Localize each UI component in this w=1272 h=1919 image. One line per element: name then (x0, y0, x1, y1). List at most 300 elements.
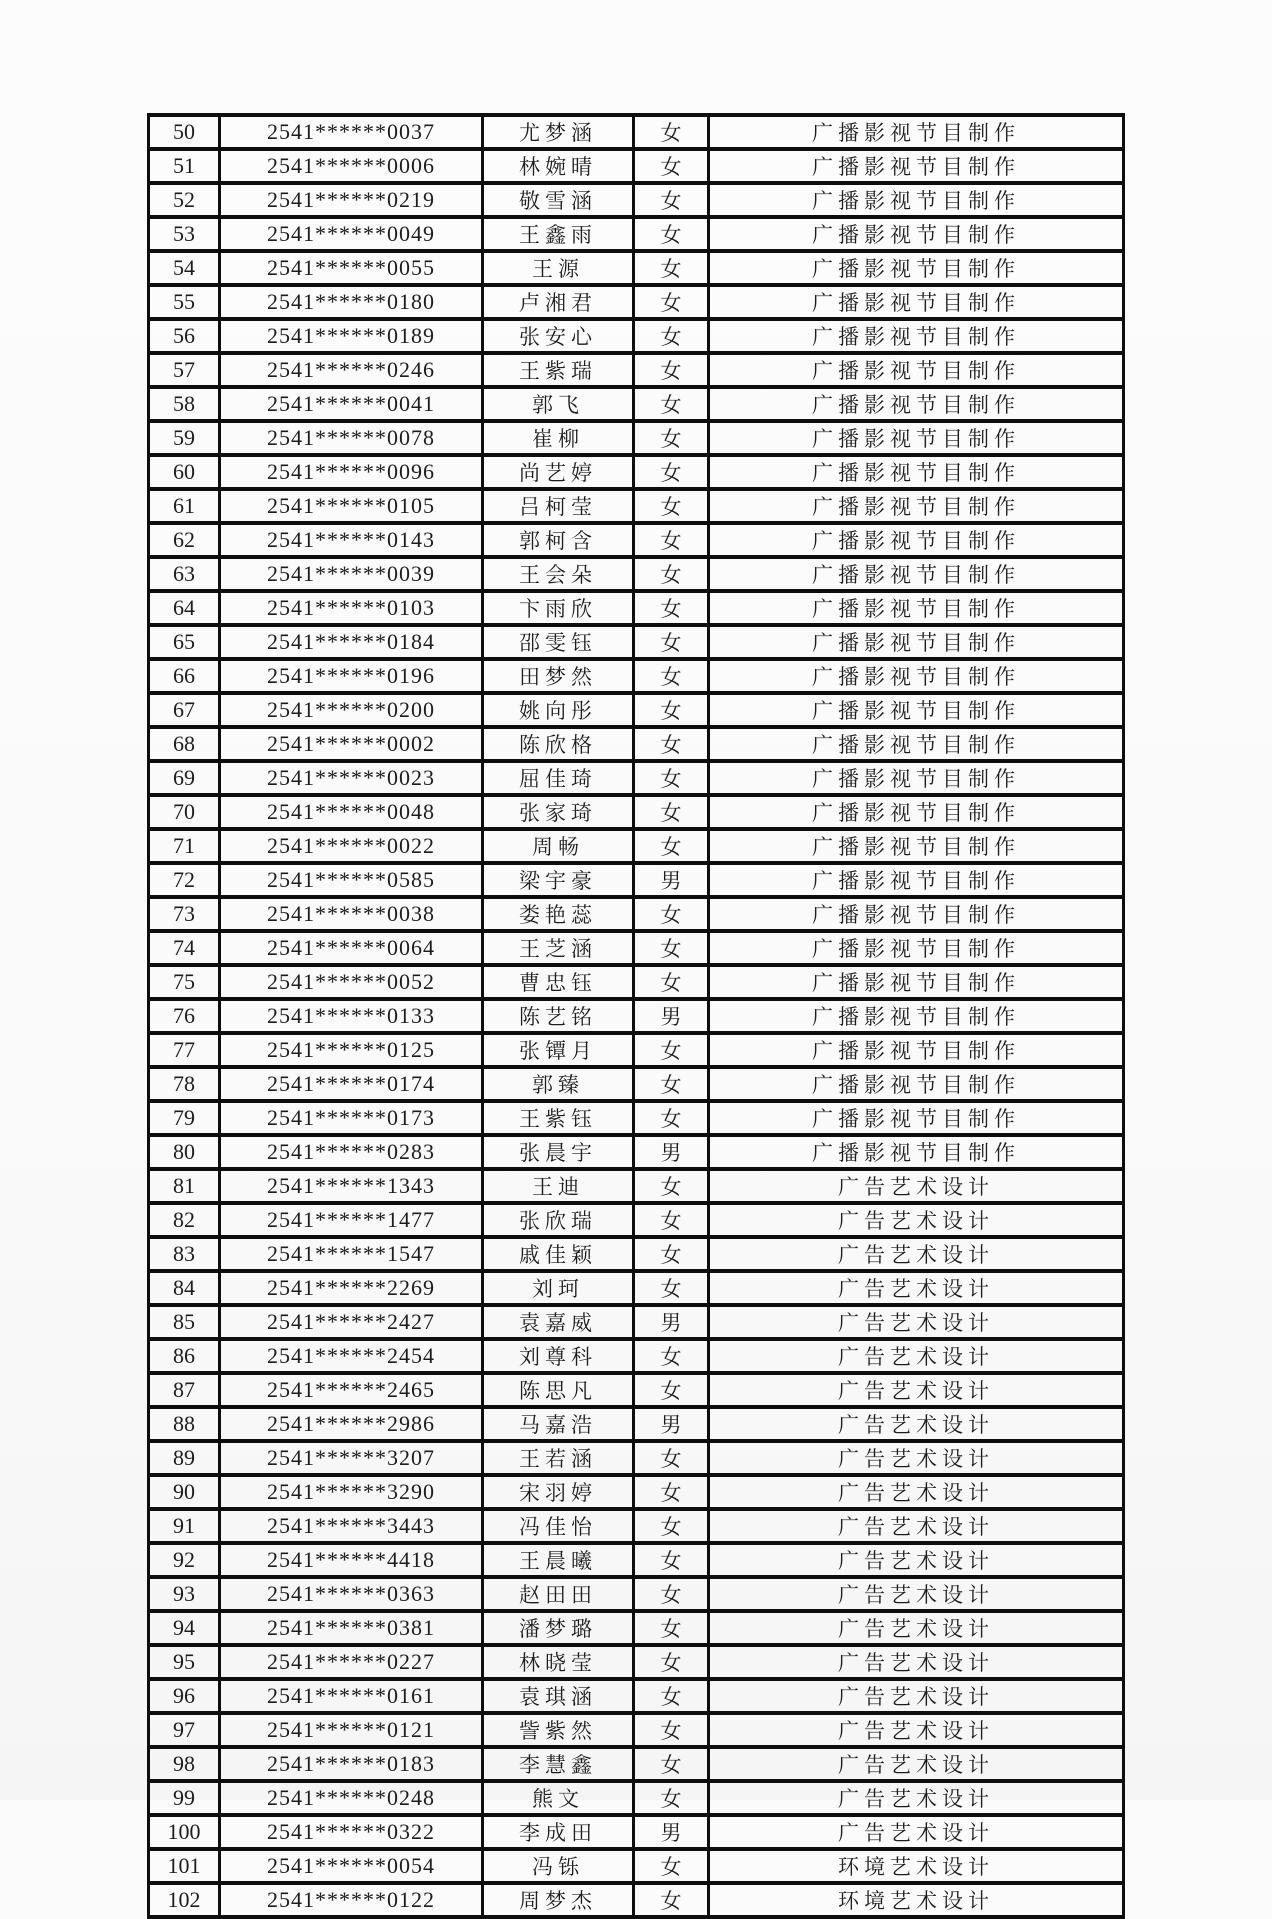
seq-cell: 54 (149, 251, 220, 285)
table-row (149, 591, 1124, 625)
name-cell: 袁嘉威 (483, 1305, 634, 1339)
table-row (149, 251, 1124, 285)
major-cell: 广播影视节目制作 (709, 183, 1124, 217)
seq-cell: 73 (149, 897, 220, 931)
seq-cell: 93 (149, 1577, 220, 1611)
table-row (149, 285, 1124, 319)
gender-cell: 女 (634, 1577, 709, 1611)
gender-cell: 女 (634, 319, 709, 353)
table-row (149, 897, 1124, 931)
gender-cell: 女 (634, 421, 709, 455)
table-row (149, 523, 1124, 557)
seq-cell: 96 (149, 1679, 220, 1713)
major-cell: 广告艺术设计 (709, 1203, 1124, 1237)
major-cell: 广播影视节目制作 (709, 421, 1124, 455)
id-cell: 2541******0125 (220, 1033, 483, 1067)
name-cell: 张晨宇 (483, 1135, 634, 1169)
id-cell: 2541******0585 (220, 863, 483, 897)
gender-cell: 女 (634, 1849, 709, 1883)
student-list-table (147, 113, 1125, 1919)
id-cell: 2541******1343 (220, 1169, 483, 1203)
seq-cell: 83 (149, 1237, 220, 1271)
id-cell: 2541******0322 (220, 1815, 483, 1849)
gender-cell: 女 (634, 1543, 709, 1577)
name-cell: 尚艺婷 (483, 455, 634, 489)
table-row (149, 557, 1124, 591)
name-cell: 王芝涵 (483, 931, 634, 965)
table-row (149, 761, 1124, 795)
id-cell: 2541******0023 (220, 761, 483, 795)
seq-cell: 84 (149, 1271, 220, 1305)
name-cell: 张安心 (483, 319, 634, 353)
gender-cell: 男 (634, 1815, 709, 1849)
gender-cell: 女 (634, 1509, 709, 1543)
name-cell: 王鑫雨 (483, 217, 634, 251)
table-row (149, 1747, 1124, 1781)
gender-cell: 女 (634, 489, 709, 523)
table-row (149, 1101, 1124, 1135)
name-cell: 张欣瑞 (483, 1203, 634, 1237)
seq-cell: 80 (149, 1135, 220, 1169)
major-cell: 广播影视节目制作 (709, 727, 1124, 761)
gender-cell: 女 (634, 1033, 709, 1067)
seq-cell: 56 (149, 319, 220, 353)
table-row (149, 1849, 1124, 1883)
name-cell: 陈艺铭 (483, 999, 634, 1033)
table-row (149, 1611, 1124, 1645)
major-cell: 广播影视节目制作 (709, 557, 1124, 591)
id-cell: 2541******0248 (220, 1781, 483, 1815)
name-cell: 卢湘君 (483, 285, 634, 319)
major-cell: 广告艺术设计 (709, 1407, 1124, 1441)
table-row (149, 795, 1124, 829)
table-row (149, 183, 1124, 217)
name-cell: 袁琪涵 (483, 1679, 634, 1713)
major-cell: 广播影视节目制作 (709, 965, 1124, 999)
major-cell: 广告艺术设计 (709, 1747, 1124, 1781)
gender-cell: 女 (634, 1611, 709, 1645)
name-cell: 周梦杰 (483, 1883, 634, 1917)
gender-cell: 女 (634, 1713, 709, 1747)
table-row (149, 1883, 1124, 1917)
seq-cell: 98 (149, 1747, 220, 1781)
table-row (149, 1645, 1124, 1679)
table-row (149, 625, 1124, 659)
major-cell: 广播影视节目制作 (709, 625, 1124, 659)
seq-cell: 79 (149, 1101, 220, 1135)
name-cell: 田梦然 (483, 659, 634, 693)
gender-cell: 女 (634, 1645, 709, 1679)
seq-cell: 63 (149, 557, 220, 591)
major-cell: 广告艺术设计 (709, 1577, 1124, 1611)
name-cell: 宋羽婷 (483, 1475, 634, 1509)
id-cell: 2541******0227 (220, 1645, 483, 1679)
major-cell: 广告艺术设计 (709, 1645, 1124, 1679)
major-cell: 广播影视节目制作 (709, 523, 1124, 557)
id-cell: 2541******3443 (220, 1509, 483, 1543)
table-row (149, 1679, 1124, 1713)
major-cell: 广播影视节目制作 (709, 387, 1124, 421)
major-cell: 广播影视节目制作 (709, 863, 1124, 897)
seq-cell: 87 (149, 1373, 220, 1407)
id-cell: 2541******3290 (220, 1475, 483, 1509)
id-cell: 2541******1477 (220, 1203, 483, 1237)
seq-cell: 95 (149, 1645, 220, 1679)
table-row (149, 1067, 1124, 1101)
gender-cell: 女 (634, 659, 709, 693)
name-cell: 曹忠钰 (483, 965, 634, 999)
seq-cell: 77 (149, 1033, 220, 1067)
gender-cell: 女 (634, 1373, 709, 1407)
table-row (149, 1237, 1124, 1271)
id-cell: 2541******0381 (220, 1611, 483, 1645)
major-cell: 广播影视节目制作 (709, 591, 1124, 625)
seq-cell: 68 (149, 727, 220, 761)
name-cell: 郭臻 (483, 1067, 634, 1101)
id-cell: 2541******0041 (220, 387, 483, 421)
table-row (149, 829, 1124, 863)
id-cell: 2541******0006 (220, 149, 483, 183)
gender-cell: 女 (634, 795, 709, 829)
table-row (149, 1135, 1124, 1169)
gender-cell: 女 (634, 761, 709, 795)
name-cell: 王紫瑞 (483, 353, 634, 387)
seq-cell: 100 (149, 1815, 220, 1849)
table-row (149, 727, 1124, 761)
gender-cell: 女 (634, 1203, 709, 1237)
id-cell: 2541******0219 (220, 183, 483, 217)
table-row (149, 693, 1124, 727)
name-cell: 李成田 (483, 1815, 634, 1849)
major-cell: 广告艺术设计 (709, 1441, 1124, 1475)
seq-cell: 65 (149, 625, 220, 659)
seq-cell: 72 (149, 863, 220, 897)
id-cell: 2541******1547 (220, 1237, 483, 1271)
major-cell: 广播影视节目制作 (709, 285, 1124, 319)
id-cell: 2541******0173 (220, 1101, 483, 1135)
gender-cell: 女 (634, 1101, 709, 1135)
name-cell: 屈佳琦 (483, 761, 634, 795)
gender-cell: 女 (634, 251, 709, 285)
gender-cell: 男 (634, 1407, 709, 1441)
major-cell: 环境艺术设计 (709, 1849, 1124, 1883)
gender-cell: 男 (634, 1135, 709, 1169)
table-row (149, 1475, 1124, 1509)
table-row (149, 149, 1124, 183)
major-cell: 广告艺术设计 (709, 1169, 1124, 1203)
gender-cell: 女 (634, 1747, 709, 1781)
name-cell: 冯佳怡 (483, 1509, 634, 1543)
id-cell: 2541******0174 (220, 1067, 483, 1101)
seq-cell: 82 (149, 1203, 220, 1237)
name-cell: 熊文 (483, 1781, 634, 1815)
gender-cell: 女 (634, 285, 709, 319)
id-cell: 2541******0189 (220, 319, 483, 353)
gender-cell: 女 (634, 353, 709, 387)
major-cell: 广告艺术设计 (709, 1271, 1124, 1305)
table-row (149, 1169, 1124, 1203)
id-cell: 2541******0183 (220, 1747, 483, 1781)
gender-cell: 女 (634, 1169, 709, 1203)
major-cell: 广播影视节目制作 (709, 1101, 1124, 1135)
table-row (149, 1509, 1124, 1543)
seq-cell: 51 (149, 149, 220, 183)
id-cell: 2541******0200 (220, 693, 483, 727)
table-row (149, 1271, 1124, 1305)
id-cell: 2541******0246 (220, 353, 483, 387)
gender-cell: 女 (634, 897, 709, 931)
major-cell: 广播影视节目制作 (709, 353, 1124, 387)
major-cell: 广播影视节目制作 (709, 217, 1124, 251)
gender-cell: 女 (634, 1475, 709, 1509)
table-row (149, 319, 1124, 353)
name-cell: 林婉晴 (483, 149, 634, 183)
gender-cell: 女 (634, 1781, 709, 1815)
seq-cell: 67 (149, 693, 220, 727)
name-cell: 王迪 (483, 1169, 634, 1203)
id-cell: 2541******0038 (220, 897, 483, 931)
id-cell: 2541******0363 (220, 1577, 483, 1611)
major-cell: 广播影视节目制作 (709, 659, 1124, 693)
id-cell: 2541******0049 (220, 217, 483, 251)
seq-cell: 78 (149, 1067, 220, 1101)
id-cell: 2541******0161 (220, 1679, 483, 1713)
seq-cell: 74 (149, 931, 220, 965)
name-cell: 娄艳蕊 (483, 897, 634, 931)
name-cell: 冯铄 (483, 1849, 634, 1883)
seq-cell: 59 (149, 421, 220, 455)
table-row (149, 1407, 1124, 1441)
table-row (149, 1203, 1124, 1237)
table-row (149, 455, 1124, 489)
major-cell: 广播影视节目制作 (709, 489, 1124, 523)
gender-cell: 女 (634, 965, 709, 999)
major-cell: 广播影视节目制作 (709, 455, 1124, 489)
id-cell: 2541******4418 (220, 1543, 483, 1577)
name-cell: 吕柯莹 (483, 489, 634, 523)
table-row (149, 115, 1124, 149)
gender-cell: 女 (634, 557, 709, 591)
id-cell: 2541******0143 (220, 523, 483, 557)
seq-cell: 85 (149, 1305, 220, 1339)
major-cell: 广播影视节目制作 (709, 829, 1124, 863)
gender-cell: 女 (634, 1441, 709, 1475)
major-cell: 广播影视节目制作 (709, 1067, 1124, 1101)
gender-cell: 男 (634, 863, 709, 897)
table-row (149, 863, 1124, 897)
name-cell: 邵雯钰 (483, 625, 634, 659)
seq-cell: 55 (149, 285, 220, 319)
id-cell: 2541******0180 (220, 285, 483, 319)
table-row (149, 1441, 1124, 1475)
major-cell: 环境艺术设计 (709, 1883, 1124, 1917)
gender-cell: 女 (634, 829, 709, 863)
id-cell: 2541******0037 (220, 115, 483, 149)
seq-cell: 102 (149, 1883, 220, 1917)
name-cell: 郭飞 (483, 387, 634, 421)
gender-cell: 女 (634, 455, 709, 489)
id-cell: 2541******0002 (220, 727, 483, 761)
table-row (149, 1339, 1124, 1373)
major-cell: 广播影视节目制作 (709, 999, 1124, 1033)
gender-cell: 女 (634, 217, 709, 251)
major-cell: 广告艺术设计 (709, 1339, 1124, 1373)
name-cell: 赵田田 (483, 1577, 634, 1611)
id-cell: 2541******0184 (220, 625, 483, 659)
name-cell: 郭柯含 (483, 523, 634, 557)
id-cell: 2541******0122 (220, 1883, 483, 1917)
seq-cell: 60 (149, 455, 220, 489)
table-row (149, 931, 1124, 965)
major-cell: 广告艺术设计 (709, 1713, 1124, 1747)
gender-cell: 女 (634, 625, 709, 659)
seq-cell: 92 (149, 1543, 220, 1577)
major-cell: 广告艺术设计 (709, 1815, 1124, 1849)
gender-cell: 女 (634, 1237, 709, 1271)
major-cell: 广告艺术设计 (709, 1509, 1124, 1543)
gender-cell: 女 (634, 183, 709, 217)
name-cell: 王会朵 (483, 557, 634, 591)
name-cell: 尤梦涵 (483, 115, 634, 149)
seq-cell: 86 (149, 1339, 220, 1373)
id-cell: 2541******0054 (220, 1849, 483, 1883)
gender-cell: 女 (634, 1339, 709, 1373)
seq-cell: 75 (149, 965, 220, 999)
name-cell: 马嘉浩 (483, 1407, 634, 1441)
id-cell: 2541******2427 (220, 1305, 483, 1339)
major-cell: 广告艺术设计 (709, 1305, 1124, 1339)
seq-cell: 99 (149, 1781, 220, 1815)
seq-cell: 71 (149, 829, 220, 863)
seq-cell: 53 (149, 217, 220, 251)
major-cell: 广告艺术设计 (709, 1373, 1124, 1407)
major-cell: 广播影视节目制作 (709, 795, 1124, 829)
gender-cell: 女 (634, 727, 709, 761)
table-row (149, 421, 1124, 455)
name-cell: 梁宇豪 (483, 863, 634, 897)
name-cell: 訾紫然 (483, 1713, 634, 1747)
table-row (149, 387, 1124, 421)
name-cell: 王晨曦 (483, 1543, 634, 1577)
gender-cell: 女 (634, 115, 709, 149)
major-cell: 广播影视节目制作 (709, 897, 1124, 931)
major-cell: 广告艺术设计 (709, 1611, 1124, 1645)
seq-cell: 52 (149, 183, 220, 217)
seq-cell: 89 (149, 1441, 220, 1475)
major-cell: 广播影视节目制作 (709, 115, 1124, 149)
major-cell: 广播影视节目制作 (709, 319, 1124, 353)
major-cell: 广告艺术设计 (709, 1781, 1124, 1815)
name-cell: 王源 (483, 251, 634, 285)
name-cell: 张家琦 (483, 795, 634, 829)
name-cell: 张镡月 (483, 1033, 634, 1067)
table-row (149, 1713, 1124, 1747)
name-cell: 陈思凡 (483, 1373, 634, 1407)
seq-cell: 69 (149, 761, 220, 795)
major-cell: 广播影视节目制作 (709, 251, 1124, 285)
major-cell: 广告艺术设计 (709, 1237, 1124, 1271)
seq-cell: 90 (149, 1475, 220, 1509)
name-cell: 王紫钰 (483, 1101, 634, 1135)
gender-cell: 男 (634, 1305, 709, 1339)
name-cell: 敬雪涵 (483, 183, 634, 217)
id-cell: 2541******2465 (220, 1373, 483, 1407)
seq-cell: 61 (149, 489, 220, 523)
id-cell: 2541******0096 (220, 455, 483, 489)
id-cell: 2541******0048 (220, 795, 483, 829)
gender-cell: 女 (634, 591, 709, 625)
major-cell: 广播影视节目制作 (709, 1135, 1124, 1169)
table-row (149, 1543, 1124, 1577)
id-cell: 2541******0283 (220, 1135, 483, 1169)
id-cell: 2541******0055 (220, 251, 483, 285)
gender-cell: 女 (634, 523, 709, 557)
id-cell: 2541******2269 (220, 1271, 483, 1305)
table-row (149, 217, 1124, 251)
table-row (149, 1815, 1124, 1849)
id-cell: 2541******0103 (220, 591, 483, 625)
id-cell: 2541******0196 (220, 659, 483, 693)
name-cell: 陈欣格 (483, 727, 634, 761)
id-cell: 2541******0064 (220, 931, 483, 965)
table-row (149, 1373, 1124, 1407)
seq-cell: 76 (149, 999, 220, 1033)
table-row (149, 659, 1124, 693)
major-cell: 广播影视节目制作 (709, 693, 1124, 727)
major-cell: 广播影视节目制作 (709, 761, 1124, 795)
student-table-body (149, 115, 1124, 1917)
gender-cell: 男 (634, 999, 709, 1033)
seq-cell: 101 (149, 1849, 220, 1883)
table-row (149, 1781, 1124, 1815)
name-cell: 周畅 (483, 829, 634, 863)
seq-cell: 91 (149, 1509, 220, 1543)
seq-cell: 70 (149, 795, 220, 829)
seq-cell: 57 (149, 353, 220, 387)
seq-cell: 97 (149, 1713, 220, 1747)
seq-cell: 64 (149, 591, 220, 625)
major-cell: 广告艺术设计 (709, 1679, 1124, 1713)
table-row (149, 489, 1124, 523)
gender-cell: 女 (634, 1679, 709, 1713)
id-cell: 2541******2454 (220, 1339, 483, 1373)
major-cell: 广播影视节目制作 (709, 1033, 1124, 1067)
seq-cell: 50 (149, 115, 220, 149)
seq-cell: 81 (149, 1169, 220, 1203)
table-row (149, 999, 1124, 1033)
id-cell: 2541******3207 (220, 1441, 483, 1475)
table-row (149, 1577, 1124, 1611)
name-cell: 林晓莹 (483, 1645, 634, 1679)
id-cell: 2541******2986 (220, 1407, 483, 1441)
name-cell: 刘珂 (483, 1271, 634, 1305)
name-cell: 戚佳颖 (483, 1237, 634, 1271)
table-row (149, 1305, 1124, 1339)
id-cell: 2541******0078 (220, 421, 483, 455)
major-cell: 广告艺术设计 (709, 1475, 1124, 1509)
gender-cell: 女 (634, 1067, 709, 1101)
seq-cell: 66 (149, 659, 220, 693)
seq-cell: 94 (149, 1611, 220, 1645)
major-cell: 广播影视节目制作 (709, 149, 1124, 183)
id-cell: 2541******0039 (220, 557, 483, 591)
name-cell: 崔柳 (483, 421, 634, 455)
name-cell: 刘尊科 (483, 1339, 634, 1373)
name-cell: 潘梦璐 (483, 1611, 634, 1645)
id-cell: 2541******0121 (220, 1713, 483, 1747)
id-cell: 2541******0022 (220, 829, 483, 863)
seq-cell: 58 (149, 387, 220, 421)
